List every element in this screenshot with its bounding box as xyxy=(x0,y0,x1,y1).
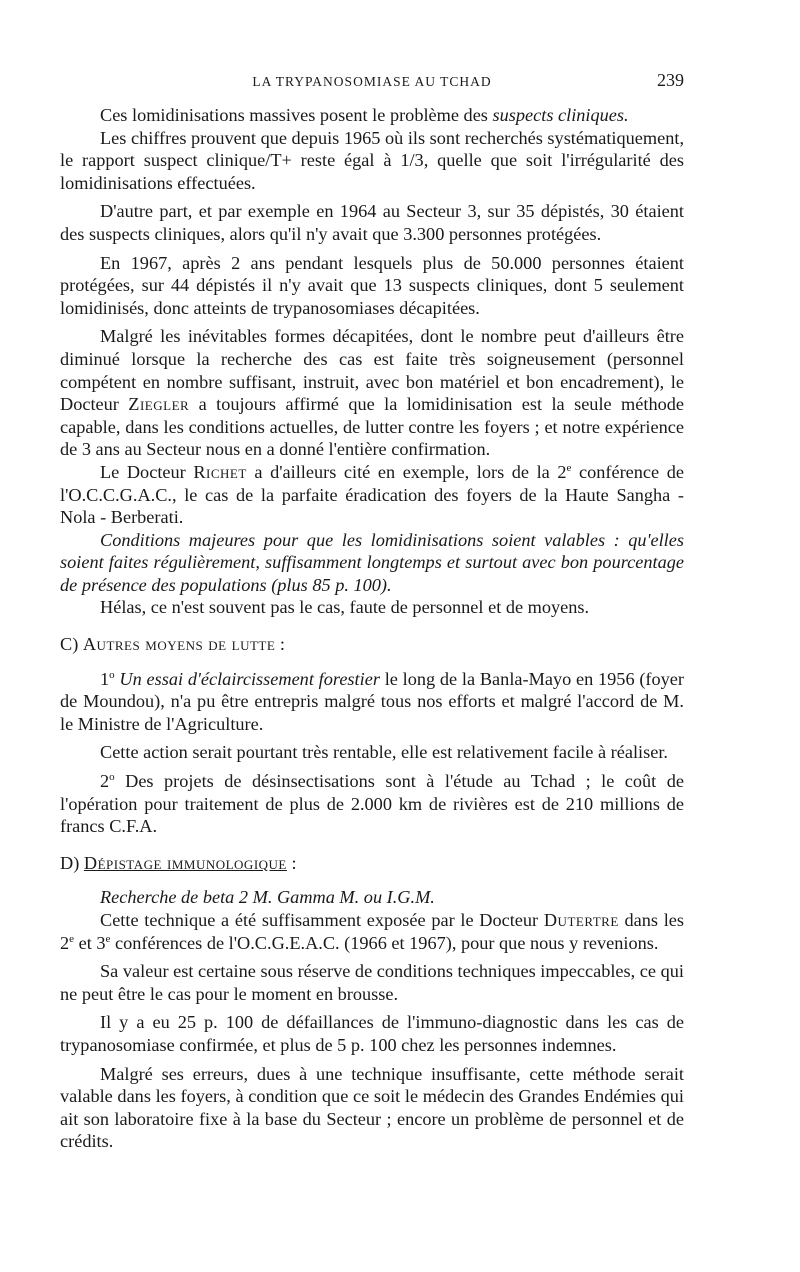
page-body xyxy=(60,104,684,1159)
italic-term: suspects cliniques. xyxy=(492,105,629,125)
paragraph-secteur-1964: D'autre part, et par exemple en 1964 au Secteur 3, sur 35 dépistés, 30 étaient des suspects cliniques, alors qu'il n'y avait que 3.300 personnes protégées. xyxy=(60,201,684,244)
section-colon: : xyxy=(275,634,285,655)
paragraph-text: conférences de l'O.C.G.E.A.C. (1966 et 1967), pour que nous y revenions. xyxy=(110,932,659,953)
paragraph-text: Malgré les inévitables formes décapitées, dont le nombre peut d'ailleurs être diminué lorsque la recherche des cas est faite très soigneusement (personnel compétent en nombre suffisant, instruit, avec bon matériel et bon encadrement), le Docteur xyxy=(60,326,684,415)
paragraph-recherche: Recherche de beta 2 M. Gamma M. ou I.G.M. xyxy=(100,887,435,908)
paragraph-text: a toujours affirmé que la lomidinisation est la seule méthode capable, dans les conditions actuelles, de lutter contre les foyers ; et notre expérience de 3 ans au Secteur nous en a donné l'entière confirmation. xyxy=(60,394,684,460)
section-title: Autres moyens de lutte xyxy=(82,634,276,655)
paragraph-text: Des projets de désinsectisations sont à l'étude au Tchad ; le coût de l'opération pour traitement de plus de 2.000 km de rivières est de 210 millions de francs C.F.A. xyxy=(60,771,684,837)
section-letter: D) xyxy=(60,852,84,873)
paragraph-text: le long de la Banla-Mayo en 1956 (foyer de Moundou), n'a pu être entrepris malgré tous nos efforts et malgré l'accord de M. le Ministre de l'Agriculture. xyxy=(60,668,684,734)
paragraph-conditions: Conditions majeures pour que les lomidinisations soient valables : qu'elles soient faites régulièrement, suffisamment longtemps et surtout avec bon pourcentage de présence des populations (plus 85 p. 100). xyxy=(60,529,684,595)
paragraph-valeur: Sa valeur est certaine sous réserve de conditions techniques impeccables, ce qui ne peut être le cas pour le moment en brousse. xyxy=(60,961,684,1004)
author-name: Dutertre xyxy=(543,910,619,930)
page-header xyxy=(60,70,684,94)
paragraph-desinsectisations xyxy=(60,770,684,838)
section-heading-c xyxy=(60,633,684,656)
paragraph-technique xyxy=(60,909,684,954)
paragraph-richet xyxy=(60,461,684,529)
paragraph-text: Le Docteur xyxy=(100,461,194,482)
item-number: 1 xyxy=(100,668,110,689)
section-heading-d xyxy=(60,852,684,875)
superscript: o xyxy=(109,668,115,681)
paragraph-text: et 3 xyxy=(74,932,106,953)
paragraph-text: a d'ailleurs cité en exemple, lors de la 2 xyxy=(246,461,567,482)
superscript: e xyxy=(566,461,572,474)
paragraph-chiffres: Les chiffres prouvent que depuis 1965 où ils sont recherchés systématiquement, le rapport suspect clinique/T+ reste égal à 1/3, quelle que soit l'irrégularité des lomidinisations effectuées. xyxy=(60,127,685,193)
paragraph-1967: En 1967, après 2 ans pendant lesquels plus de 50.000 personnes étaient protégées, sur 44 dépistés il n'y avait que 13 suspects cliniques, dont 5 seulement lomidinisés, donc atteints de trypanosomiases décapitées. xyxy=(60,252,684,318)
paragraph-erreurs: Malgré ses erreurs, dues à une technique insuffisante, cette méthode serait valable dans les foyers, à condition que ce soit le médecin des Grandes Endémies qui ait son laboratoire fixe à la base du Secteur ; encore un problème de personnel et de crédits. xyxy=(60,1063,684,1152)
section-colon: : xyxy=(286,852,297,873)
paragraph-text: dans les 2 xyxy=(60,910,685,953)
paragraph-eclaircissement xyxy=(60,668,684,736)
superscript: e xyxy=(105,932,111,945)
superscript: o xyxy=(109,770,115,783)
section-letter: C) xyxy=(60,634,83,655)
section-title: Dépistage immunologique xyxy=(83,852,287,873)
paragraph-text: Ces lomidinisations massives posent le problème des xyxy=(100,105,493,125)
running-title: LA TRYPANOSOMIASE AU TCHAD xyxy=(252,74,492,89)
page-number: 239 xyxy=(657,70,684,90)
superscript: e xyxy=(69,932,75,945)
item-number: 2 xyxy=(100,771,110,792)
paragraph-text: conférence de l'O.C.C.G.A.C., le cas de la parfaite éradication des foyers de la Haute Sangha - Nola - Berberati. xyxy=(60,461,684,528)
paragraph-action: Cette action serait pourtant très rentable, elle est relativement facile à réaliser. xyxy=(100,742,668,763)
author-name: Ziegler xyxy=(128,394,190,415)
paragraph-helas: Hélas, ce n'est souvent pas le cas, faute de personnel et de moyens. xyxy=(100,597,590,618)
paragraph-suspects xyxy=(60,104,684,127)
paragraph-defaillances: Il y a eu 25 p. 100 de défaillances de l'immuno-diagnostic dans les cas de trypanosomiase confirmée, et plus de 5 p. 100 chez les personnes indemnes. xyxy=(60,1012,684,1055)
paragraph-formes-decapitees xyxy=(60,325,684,461)
author-name: Richet xyxy=(193,461,247,482)
italic-term: Un essai d'éclaircissement forestier xyxy=(114,668,380,689)
paragraph-text: Cette technique a été suffisamment exposée par le Docteur xyxy=(100,910,544,930)
